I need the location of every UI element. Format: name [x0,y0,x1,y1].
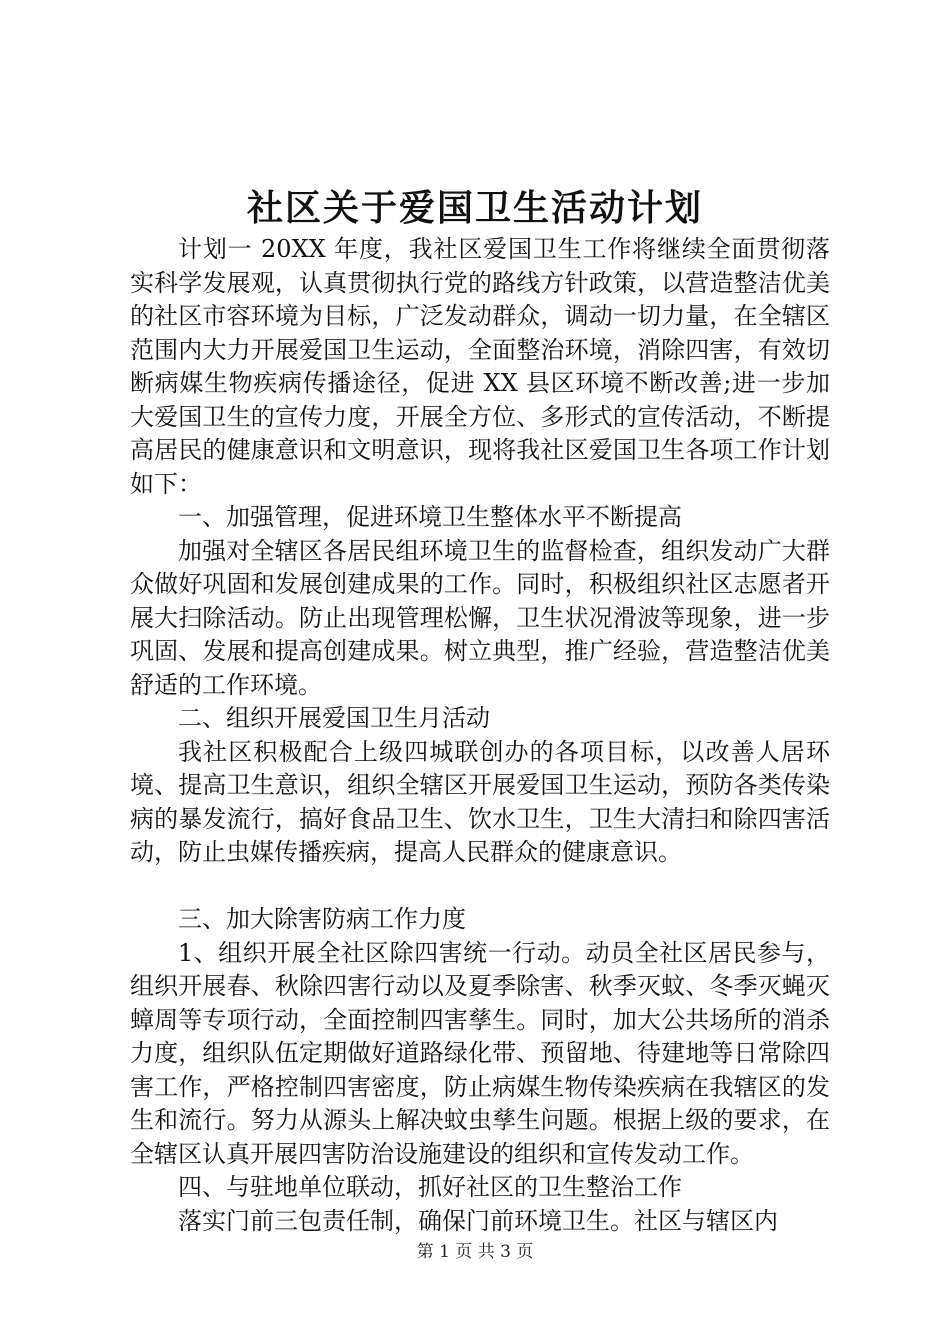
section-paragraph-1: 加强对全辖区各居民组环境卫生的监督检查，组织发动广大群众做好巩固和发展创建成果的工作。同时，积极组织社区志愿者开展大扫除活动。防止出现管理松懈，卫生状况滑波等现象，进一步巩固、发展和提高创建成果。树立典型，推广经验，营造整洁优美舒适的工作环境。 [130,536,830,699]
section-paragraph-4: 落实门前三包责任制，确保门前环境卫生。社区与辖区内 [178,1206,778,1235]
blank-line [130,870,830,904]
section-heading-1: 一、加强管理，促进环境卫生整体水平不断提高 [178,503,682,531]
section-paragraph-2: 我社区积极配合上级四城联创办的各项目标，以改善人居环境、提高卫生意识，组织全辖区开展爱国卫生运动，预防各类传染病的暴发流行，搞好食品卫生、饮水卫生，卫生大清扫和除四害活动，防止虫媒传播疾病，提高人民群众的健康意识。 [130,737,830,866]
intro-paragraph: 计划一 20XX 年度，我社区爱国卫生工作将继续全面贯彻落实科学发展观，认真贯彻执行党的路线方针政策，以营造整洁优美的社区市容环境为目标，广泛发动群众，调动一切力量，在全辖区范围内大力开展爱国卫生运动，全面整治环境，消除四害，有效切断病媒生物疾病传播途径，促进 XX 县区环境不断改善;进一步加大爱国卫生的宣传力度，开展全方位、多形式的宣传活动，不断提高居民的健康意识和文明意识，现将我社区爱国卫生各项工作计划如下： [130,235,830,498]
document-body [130,233,830,1238]
section-heading-2: 二、组织开展爱国卫生月活动 [178,704,490,732]
section-heading-3: 三、加大除害防病工作力度 [178,905,466,933]
section-heading-4: 四、与驻地单位联动，抓好社区的卫生整治工作 [178,1173,682,1201]
page-footer: 第 1 页 共 3 页 [416,1242,534,1262]
section-paragraph-3: 1、组织开展全社区除四害统一行动。动员全社区居民参与，组织开展春、秋除四害行动以及夏季除害、秋季灭蚊、冬季灭蝇灭蟑周等专项行动，全面控制四害孳生。同时，加大公共场所的消杀力度，组织队伍定期做好道路绿化带、预留地、待建地等日常除四害工作，严格控制四害密度，防止病媒生物传染疾病在我辖区的发生和流行。努力从源头上解决蚊虫孳生问题。根据上级的要求，在全辖区认真开展四害防治设施建设的组织和宣传发动工作。 [130,938,830,1168]
document-title: 社区关于爱国卫生活动计划 [246,187,703,229]
